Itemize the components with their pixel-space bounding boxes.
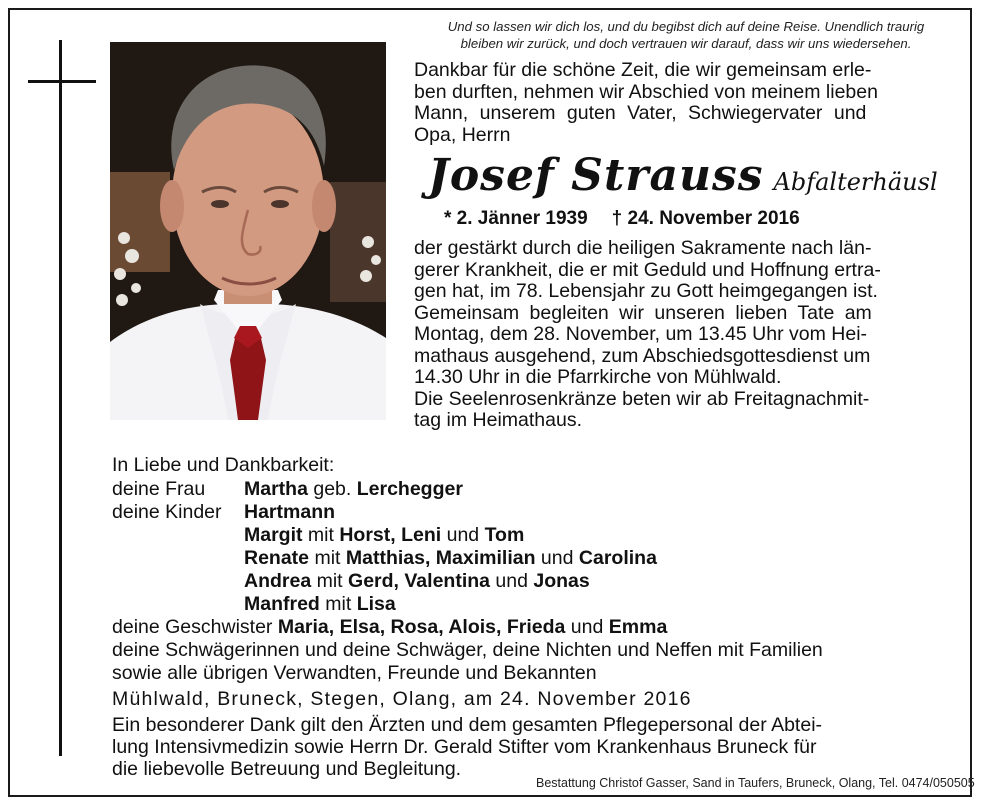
family-others-line: sowie alle übrigen Verwandten, Freunde und Bekannten: [112, 662, 597, 684]
connector-text: mit: [311, 570, 349, 592]
body-line: Die Seelenrosenkränze beten wir ab Freitagnachmit-: [414, 387, 870, 410]
wife-label: deine Frau: [112, 478, 206, 500]
siblings-label: deine Geschwister: [112, 616, 278, 638]
deceased-name: Josef Strauss: [428, 150, 764, 201]
family-siblings-line: [112, 616, 667, 640]
body-line: gen hat, im 78. Lebensjahr zu Gott heimgegangen ist.: [414, 280, 878, 302]
motto-line: Und so lassen wir dich los, und du begibst dich auf deine Reise. Unendlich traurig: [447, 19, 925, 34]
grandchild-name: Tom: [484, 524, 525, 546]
connector-text: mit: [309, 547, 346, 569]
place-date-line: Mühlwald, Bruneck, Stegen, Olang, am 24. November 2016: [112, 688, 692, 710]
family-child-line: [244, 547, 657, 571]
intro-line: Mann, unserem guten Vater, Schwiegervater und: [414, 102, 867, 124]
portrait-photo: [110, 42, 386, 420]
thanks-line: die liebevolle Betreuung und Begleitung.: [112, 758, 462, 780]
connector-text: mit: [302, 524, 340, 546]
grandchild-name: Carolina: [578, 547, 657, 569]
birth-date: * 2. Jänner 1939: [444, 208, 588, 229]
life-dates: [444, 208, 800, 230]
child-partner: Matthias, Maximilian: [345, 547, 536, 569]
intro-paragraph: [414, 60, 956, 146]
body-line: 14.30 Uhr in die Pfarrkirche von Mühlwald.: [414, 366, 782, 388]
body-line: Montag, dem 28. November, um 13.45 Uhr vom Hei-: [414, 323, 868, 345]
child-partner: Gerd, Valentina: [348, 570, 490, 592]
wife-geb: geb.: [307, 478, 357, 500]
wife-maiden-name: Lerchegger: [356, 478, 463, 500]
connector-text: und: [490, 570, 534, 592]
intro-line: Opa, Herrn: [414, 123, 511, 146]
connector-text: und: [441, 524, 485, 546]
deceased-nickname: Abfalterhäusl: [773, 168, 938, 196]
grandchild-name: Jonas: [533, 570, 590, 592]
connector-text: mit: [319, 593, 357, 615]
child-name: Hartmann: [244, 501, 336, 523]
family-child-line: [244, 570, 590, 594]
body-line: Gemeinsam begleiten wir unseren lieben Tate am: [414, 301, 872, 324]
connector-text: und: [565, 616, 609, 638]
motto-line: bleiben wir zurück, und doch vertrauen wir darauf, dass wir uns wiedersehen.: [460, 36, 912, 51]
memorial-cross-bar: [28, 80, 96, 83]
connector-text: und: [535, 547, 579, 569]
child-name: Manfred: [244, 593, 320, 615]
child-name: Margit: [244, 524, 303, 546]
announcement-paragraph: [414, 238, 956, 432]
child-partner: Lisa: [356, 593, 396, 615]
family-wife-line: [112, 478, 463, 502]
wife-name: Martha: [244, 478, 308, 500]
body-line: der gestärkt durch die heiligen Sakramente nach län-: [414, 237, 872, 259]
siblings-names: Maria, Elsa, Rosa, Alois, Frieda: [277, 616, 566, 638]
memorial-cross-icon: [59, 40, 62, 756]
thanks-paragraph: [112, 714, 956, 780]
deceased-name-line: [428, 150, 968, 206]
family-intro: In Liebe und Dankbarkeit:: [112, 454, 335, 476]
body-line: tag im Heimathaus.: [414, 409, 582, 431]
thanks-line: lung Intensivmedizin sowie Herrn Dr. Gerald Stifter vom Krankenhaus Bruneck für: [112, 736, 817, 758]
thanks-line: Ein besonderer Dank gilt den Ärzten und dem gesamten Pflegepersonal der Abtei-: [112, 714, 823, 736]
intro-line: ben durften, nehmen wir Abschied von meinem lieben: [414, 80, 878, 103]
child-name: Renate: [244, 547, 310, 569]
sibling-name: Emma: [608, 616, 668, 638]
motto-verse: [400, 18, 972, 52]
family-children-line: [112, 501, 335, 525]
children-label: deine Kinder: [112, 501, 222, 523]
death-date: † 24. November 2016: [611, 208, 800, 229]
family-child-line: [244, 524, 524, 548]
body-line: gerer Krankheit, die er mit Geduld und Hoffnung ertra-: [414, 258, 881, 281]
portrait-photo-svg: [110, 42, 386, 420]
child-partner: Horst, Leni: [339, 524, 442, 546]
body-line: mathaus ausgehend, zum Abschiedsgottesdienst um: [414, 344, 871, 367]
intro-line: Dankbar für die schöne Zeit, die wir gemeinsam erle-: [414, 59, 872, 81]
family-inlaws-line: deine Schwägerinnen und deine Schwäger, deine Nichten und Neffen mit Familien: [112, 639, 823, 661]
family-child-line: [244, 593, 396, 617]
funeral-home-footer: Bestattung Christof Gasser, Sand in Taufers, Bruneck, Olang, Tel. 0474/050505: [536, 776, 975, 790]
child-name: Andrea: [244, 570, 312, 592]
